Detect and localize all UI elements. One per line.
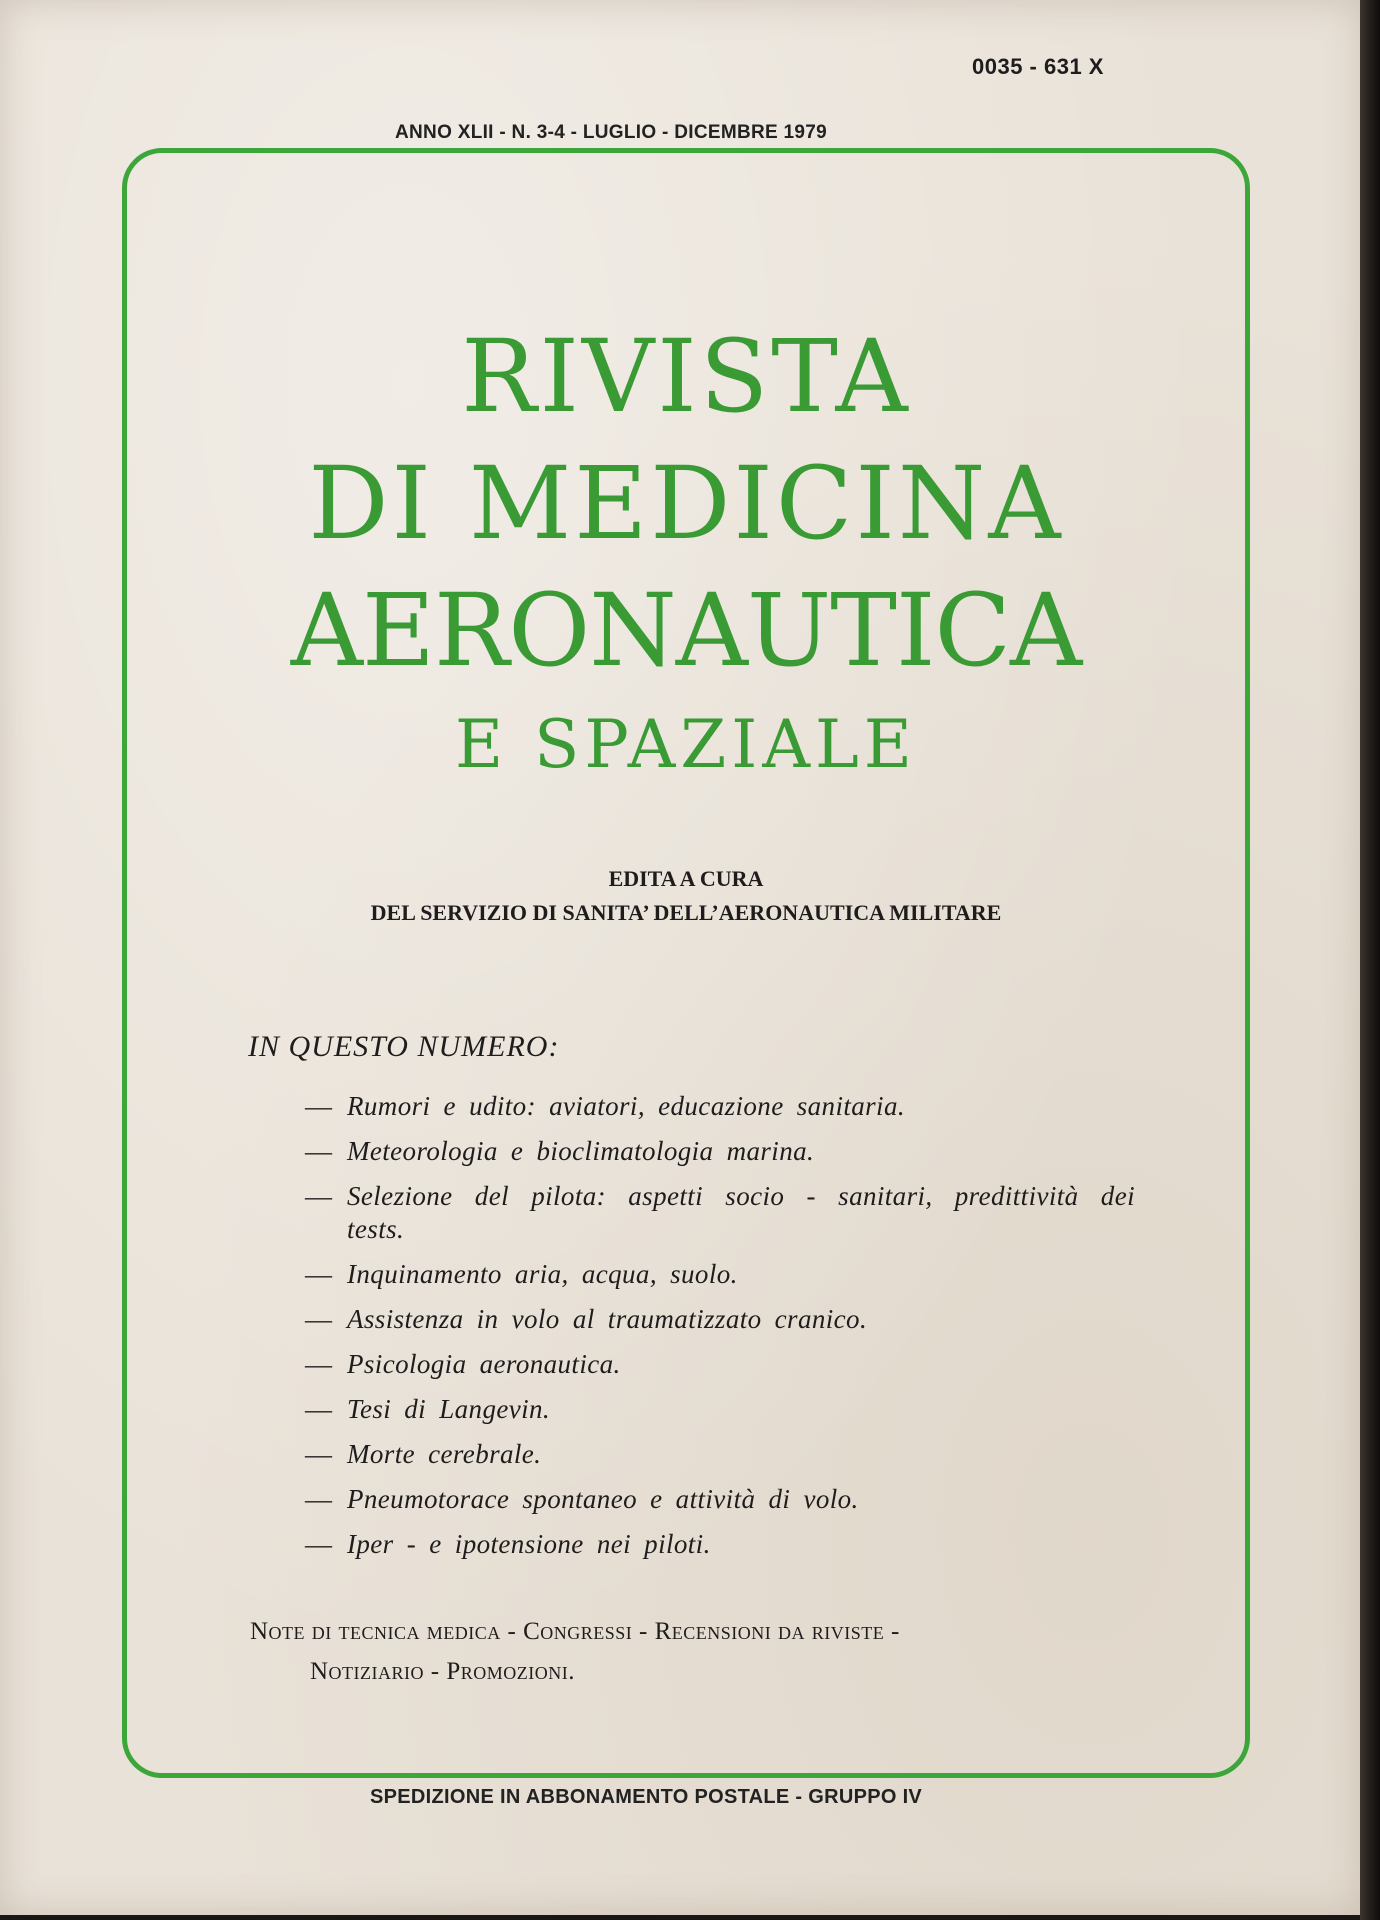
editor-line-1: EDITA A CURA [608,866,764,891]
toc-dash: — [305,1181,332,1211]
editor-line-2: DEL SERVIZIO DI SANITA’ DELL’AERONAUTICA MILITARE [370,900,1002,925]
toc-dash: — [305,1304,332,1334]
toc-item-text: Meteorologia e bioclimatologia marina. [347,1136,815,1166]
toc-item [305,1393,1135,1426]
toc-item-text: Morte cerebrale. [347,1439,542,1469]
toc-dash: — [305,1439,332,1469]
table-of-contents [305,1090,1135,1573]
issn-number: 0035 - 631 X [972,54,1104,79]
notes-line-2: Notiziario - Promozioni. [310,1658,575,1685]
toc-item [305,1348,1135,1381]
toc-dash: — [305,1136,332,1166]
toc-dash: — [305,1349,332,1379]
toc-item [305,1180,1135,1246]
toc-heading: IN QUESTO NUMERO: [248,1030,560,1063]
toc-item-text: Inquinamento aria, acqua, suolo. [347,1259,738,1289]
toc-item [305,1483,1135,1516]
toc-dash: — [305,1259,332,1289]
toc-item-text: Iper - e ipotensione nei piloti. [347,1529,711,1559]
toc-item [305,1090,1135,1123]
toc-dash: — [305,1529,332,1559]
toc-item [305,1258,1135,1291]
toc-dash: — [305,1484,332,1514]
background-edge [1360,0,1380,1920]
toc-dash: — [305,1394,332,1424]
toc-item-text: Pneumotorace spontaneo e attività di volo. [347,1484,859,1514]
toc-item [305,1528,1135,1561]
title-subtitle: E SPAZIALE [455,706,917,783]
toc-item [305,1303,1135,1336]
title-line-2: DI MEDICINA [308,445,1064,562]
notes-section [250,1612,1150,1692]
title-line-3: AERONAUTICA [290,572,1082,689]
notes-line-1: Note di tecnica medica - Congressi - Recensioni da riviste - [250,1618,900,1645]
title-line-1: RIVISTA [461,318,911,435]
postal-notice: SPEDIZIONE IN ABBONAMENTO POSTALE - GRUPPO IV [370,1786,923,1808]
toc-item-text: Selezione del pilota: aspetti socio - sanitari, predittività dei tests. [347,1181,1135,1244]
toc-item-text: Psicologia aeronautica. [347,1349,621,1379]
toc-item-text: Rumori e udito: aviatori, educazione sanitaria. [347,1091,906,1121]
toc-item-text: Tesi di Langevin. [347,1394,551,1424]
issue-line: ANNO XLII - N. 3-4 - LUGLIO - DICEMBRE 1979 [395,122,828,143]
toc-dash: — [305,1091,332,1121]
toc-item-text: Assistenza in volo al traumatizzato cranico. [347,1304,868,1334]
toc-item [305,1135,1135,1168]
toc-item [305,1438,1135,1471]
